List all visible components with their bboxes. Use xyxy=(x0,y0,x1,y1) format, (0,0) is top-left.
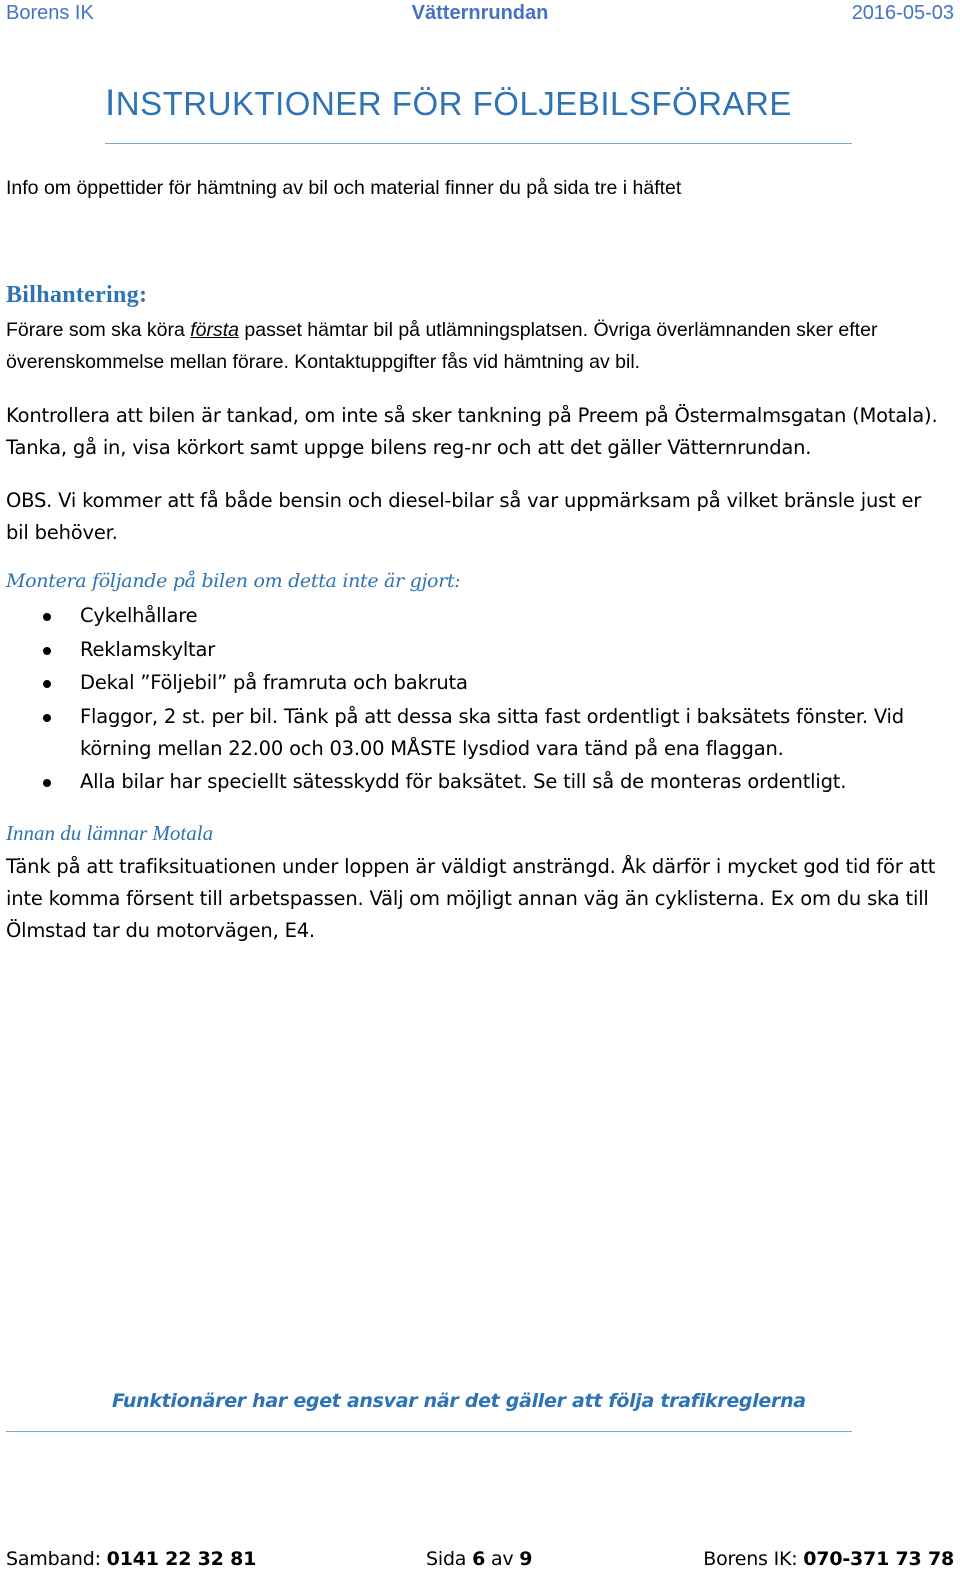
footer-samband: Samband: 0141 22 32 81 xyxy=(6,1548,257,1570)
footer-divider xyxy=(6,1431,852,1432)
bilhantering-paragraph-2: Kontrollera att bilen är tankad, om inte så sker tankning på Preem på Östermalmsgatan (Motala). Tanka, gå in, visa körkort samt uppge bilens reg-nr och att det gäller Vätternrundan. xyxy=(6,404,938,459)
innan-paragraph: Tänk på att trafiksituationen under loppen är väldigt ansträngd. Åk därför i mycket god tid för att inte komma försent till arbetspassen. Välj om möjligt annan väg än cyklisterna. Ex om du ska till Ölmstad tar du motorvägen, E4. xyxy=(6,855,936,942)
p1-emphasis: första xyxy=(190,319,240,341)
innan-heading: Innan du lämnar Motala xyxy=(6,821,214,845)
bullet-icon xyxy=(43,779,51,787)
page-title xyxy=(105,82,792,124)
bilhantering-paragraph-1 xyxy=(6,314,951,378)
footer-note: Funktionärer har eget ansvar när det gäller att följa trafikreglerna xyxy=(112,1390,806,1412)
title-rest: NSTRUKTIONER FÖR FÖLJEBILSFÖRARE xyxy=(115,85,792,122)
footer-borens: Borens IK: 070-371 73 78 xyxy=(703,1548,954,1570)
header-org: Borens IK xyxy=(6,2,94,24)
p1-after: passet hämtar bil på utlämningsplatsen. Övriga överlämnanden sker efter överenskommelse mellan förare. Kontaktuppgifter fås vid hämtning av bil. xyxy=(6,319,878,373)
list-item: Reklamskyltar xyxy=(0,634,950,666)
montera-list xyxy=(0,600,950,800)
list-item: Flaggor, 2 st. per bil. Tänk på att dessa ska sitta fast ordentligt i baksätets fönster. Vid körning mellan 22.00 och 03.00 MÅSTE lysdiod vara tänd på ena flaggan. xyxy=(0,701,950,765)
title-first-letter: I xyxy=(105,82,116,123)
bullet-icon xyxy=(43,647,51,655)
bilhantering-heading: Bilhantering: xyxy=(6,282,148,308)
list-item: Alla bilar har speciellt sätesskydd för baksätet. Se till så de monteras ordentligt. xyxy=(0,766,950,798)
bullet-icon xyxy=(43,714,51,722)
page-header xyxy=(6,0,954,26)
montera-heading: Montera följande på bilen om detta inte är gjort: xyxy=(6,570,461,592)
intro-text: Info om öppettider för hämtning av bil och material finner du på sida tre i häftet xyxy=(6,177,682,199)
bullet-icon xyxy=(43,680,51,688)
p1-before: Förare som ska köra xyxy=(6,319,191,341)
title-divider xyxy=(105,143,852,144)
list-item: Cykelhållare xyxy=(0,600,950,632)
bullet-icon xyxy=(43,613,51,621)
samband-number: 0141 22 32 81 xyxy=(106,1548,257,1570)
header-date: 2016-05-03 xyxy=(851,2,954,24)
page-footer xyxy=(6,1546,954,1572)
list-item: Dekal ”Följebil” på framruta och bakruta xyxy=(0,667,950,699)
footer-page-number: Sida 6 av 9 xyxy=(426,1548,533,1570)
borens-number: 070-371 73 78 xyxy=(803,1548,954,1570)
header-event: Vätternrundan xyxy=(411,2,549,24)
bilhantering-paragraph-3: OBS. Vi kommer att få både bensin och diesel-bilar så var uppmärksam på vilket bränsle just er bil behöver. xyxy=(6,489,922,544)
